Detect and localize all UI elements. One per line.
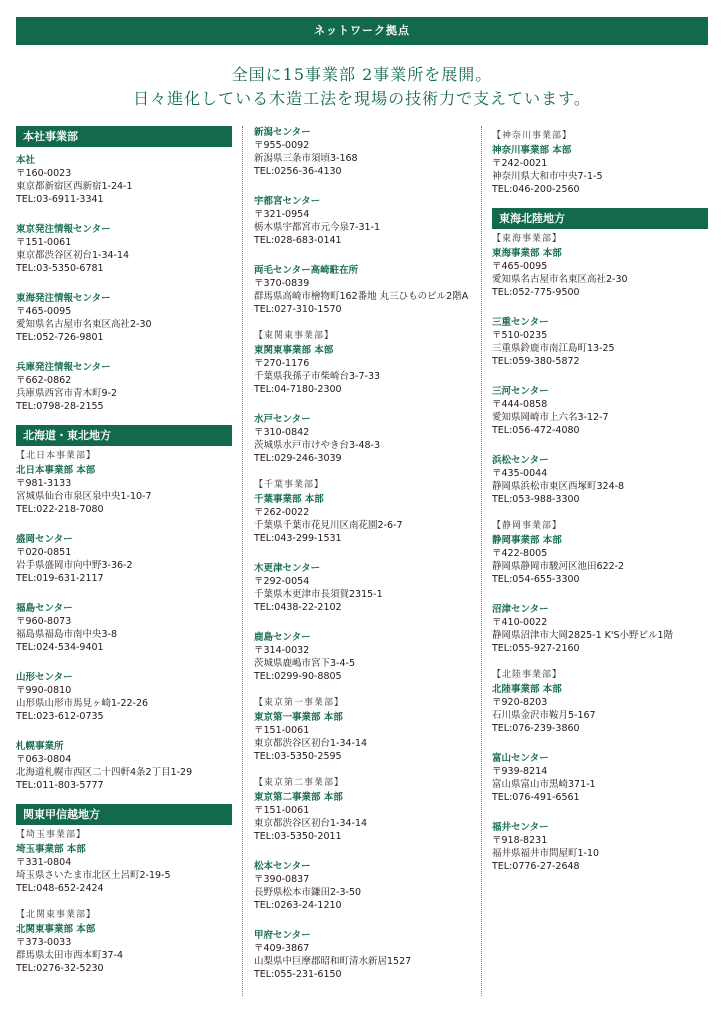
office-entry [492,821,708,873]
office-address: 愛知県岡崎市上六名3-12-7 [492,412,609,423]
office-entry [254,631,476,683]
office-name: 北陸事業部 本部 [492,684,562,695]
office-phone: TEL:028-683-0141 [254,235,342,246]
office-address: 東京都渋谷区初台1-34-14 [254,738,368,749]
office-entry [254,126,476,178]
office-entry [16,292,232,344]
office-address: 茨城県水戸市けやき台3-48-3 [254,440,381,451]
office-phone: TEL:023-612-0735 [16,711,104,722]
postal-code: 〒920-8203 [492,697,548,708]
division-label: 【北日本事業部】 [16,451,97,461]
office-entry [254,195,476,247]
lead-text-line1: 全国に15事業部 2事業所を展開。 [231,65,493,84]
office-entry [492,534,708,586]
postal-code: 〒370-0839 [254,278,310,289]
office-phone: TEL:0438-22-2102 [254,602,342,613]
office-address: 愛知県名古屋市名東区高社2-30 [16,319,152,330]
postal-code: 〒314-0032 [254,645,310,656]
postal-code: 〒160-0023 [16,168,72,179]
office-phone: TEL:054-655-3300 [492,574,580,585]
office-address: 宮城県仙台市泉区泉中央1-10-7 [16,491,152,502]
postal-code: 〒960-8073 [16,616,72,627]
office-phone: TEL:052-726-9801 [16,332,104,343]
postal-code: 〒409-3867 [254,943,310,954]
office-entry [254,264,476,316]
division-label: 【東海事業部】 [492,234,563,244]
postal-code: 〒373-0033 [16,937,72,948]
office-phone: TEL:0256-36-4130 [254,166,342,177]
postal-code: 〒151-0061 [16,237,72,248]
office-entry [16,464,232,516]
office-phone: TEL:053-988-3300 [492,494,580,505]
postal-code: 〒465-0095 [492,261,548,272]
postal-code: 〒662-0862 [16,375,72,386]
office-phone: TEL:0263-24-1210 [254,900,342,911]
postal-code: 〒955-0092 [254,140,310,151]
office-name: 東海発注情報センター [16,293,111,304]
office-phone: TEL:0276-32-5230 [16,963,104,974]
office-entry [16,154,232,206]
office-address: 山梨県中巨摩郡昭和町清水新居1527 [254,956,412,967]
division-label: 【静岡事業部】 [492,521,563,531]
office-address: 福井県福井市問屋町1-10 [492,848,600,859]
office-name: 山形センター [16,672,73,683]
office-phone: TEL:055-927-2160 [492,643,580,654]
office-address: 千葉県木更津市長須賀2315-1 [254,589,383,600]
office-entry [492,316,708,368]
postal-code: 〒151-0061 [254,805,310,816]
office-phone: TEL:0776-27-2648 [492,861,580,872]
office-entry [254,791,476,843]
office-phone: TEL:03-6911-3341 [16,194,104,205]
office-entry [16,361,232,413]
office-entry [254,711,476,763]
office-address: 福島県福島市南中央3-8 [16,629,118,640]
office-address: 富山県富山市黒崎371-1 [492,779,596,790]
office-phone: TEL:052-775-9500 [492,287,580,298]
office-address: 北海道札幌市西区二十四軒4条2丁目1-29 [16,767,193,778]
region-header: 東海北陸地方 [492,208,708,229]
office-name: 千葉事業部 本部 [254,494,324,505]
office-column-3 [492,126,708,873]
office-address: 静岡県静岡市駿河区池田622-2 [492,561,625,572]
office-name: 北関東事業部 本部 [16,924,96,935]
office-address: 岩手県盛岡市向中野3-36-2 [16,560,133,571]
postal-code: 〒063-0804 [16,754,72,765]
office-address: 東京都渋谷区初台1-34-14 [16,250,130,261]
office-phone: TEL:043-299-1531 [254,533,342,544]
office-name: 福井センター [492,822,549,833]
office-address: 栃木県宇都宮市元今泉7-31-1 [254,222,381,233]
office-name: 水戸センター [254,414,311,425]
postal-code: 〒270-1176 [254,358,310,369]
office-name: 盛岡センター [16,534,73,545]
postal-code: 〒020-0851 [16,547,72,558]
office-entry [254,493,476,545]
postal-code: 〒321-0954 [254,209,310,220]
office-address: 埼玉県さいたま市北区土呂町2-19-5 [16,870,171,881]
office-address: 長野県松本市鎌田2-3-50 [254,887,362,898]
office-name: 東京第一事業部 本部 [254,712,343,723]
region-header: 北海道・東北地方 [16,425,232,446]
office-address: 山形県山形市馬見ヶ崎1-22-26 [16,698,149,709]
office-address: 茨城県鹿嶋市宮下3-4-5 [254,658,355,669]
office-phone: TEL:03-5350-6781 [16,263,104,274]
office-entry [16,602,232,654]
office-entry [16,671,232,723]
office-entry [254,929,476,981]
office-name: 札幌事業所 [16,741,64,752]
lead-text-line2: 日々進化している木造工法を現場の技術力で支えています。 [133,89,591,108]
office-name: 沼津センター [492,604,549,615]
office-name: 静岡事業部 本部 [492,535,562,546]
postal-code: 〒465-0095 [16,306,72,317]
office-name: 神奈川事業部 本部 [492,145,572,156]
office-entry [492,454,708,506]
office-phone: TEL:03-5350-2595 [254,751,342,762]
office-phone: TEL:046-200-2560 [492,184,580,195]
office-phone: TEL:0299-90-8805 [254,671,342,682]
office-name: 木更津センター [254,563,321,574]
office-address: 兵庫県西宮市青木町9-2 [16,388,118,399]
office-entry [254,860,476,912]
division-label: 【東京第一事業部】 [254,698,345,708]
office-address: 石川県金沢市鞍月5-167 [492,710,596,721]
office-column-2 [254,126,476,981]
office-name: 宇都宮センター [254,196,321,207]
office-entry [492,603,708,655]
office-entry [492,683,708,735]
office-phone: TEL:0798-28-2155 [16,401,104,412]
postal-code: 〒990-0810 [16,685,72,696]
office-address: 千葉県我孫子市柴崎台3-7-33 [254,371,381,382]
postal-code: 〒435-0044 [492,468,548,479]
office-phone: TEL:076-239-3860 [492,723,580,734]
office-phone: TEL:048-652-2424 [16,883,104,894]
office-name: 埼玉事業部 本部 [16,844,86,855]
postal-code: 〒444-0858 [492,399,548,410]
office-entry [492,385,708,437]
office-name: 東海事業部 本部 [492,248,562,259]
office-name: 浜松センター [492,455,549,466]
postal-code: 〒292-0054 [254,576,310,587]
office-name: 両毛センター高崎駐在所 [254,265,359,276]
region-header: 関東甲信越地方 [16,804,232,825]
office-address: 東京都新宿区西新宿1-24-1 [16,181,133,192]
office-name: 東京第二事業部 本部 [254,792,343,803]
office-address: 神奈川県大和市中央7-1-5 [492,171,603,182]
office-name: 三重センター [492,317,549,328]
office-entry [16,223,232,275]
office-phone: TEL:04-7180-2300 [254,384,342,395]
office-name: 甲府センター [254,930,311,941]
office-address: 新潟県三条市須頃3-168 [254,153,358,164]
postal-code: 〒331-0804 [16,857,72,868]
division-label: 【北陸事業部】 [492,670,563,680]
office-entry [254,562,476,614]
postal-code: 〒151-0061 [254,725,310,736]
postal-code: 〒262-0022 [254,507,310,518]
office-name: 東関東事業部 本部 [254,345,334,356]
office-phone: TEL:03-5350-2011 [254,831,342,842]
postal-code: 〒510-0235 [492,330,548,341]
office-name: 福島センター [16,603,73,614]
office-phone: TEL:056-472-4080 [492,425,580,436]
office-phone: TEL:076-491-6561 [492,792,580,803]
office-address: 東京都渋谷区初台1-34-14 [254,818,368,829]
postal-code: 〒918-8231 [492,835,548,846]
division-label: 【北関東事業部】 [16,910,97,920]
office-name: 富山センター [492,753,549,764]
office-name: 三河センター [492,386,549,397]
office-name: 鹿島センター [254,632,311,643]
office-entry [16,923,232,975]
office-phone: TEL:019-631-2117 [16,573,104,584]
office-address: 千葉県千葉市花見川区南花園2-6-7 [254,520,403,531]
office-address: 群馬県高崎市檜物町162番地 丸三ひものビル2階A [254,291,469,302]
office-phone: TEL:011-803-5777 [16,780,104,791]
office-entry [492,247,708,299]
division-label: 【神奈川事業部】 [492,131,573,141]
postal-code: 〒981-3133 [16,478,72,489]
office-name: 兵庫発注情報センター [16,362,111,373]
office-phone: TEL:029-246-3039 [254,453,342,464]
postal-code: 〒939-8214 [492,766,548,777]
office-address: 群馬県太田市西本町37-4 [16,950,124,961]
office-entry [492,144,708,196]
office-address: 愛知県名古屋市名東区高社2-30 [492,274,628,285]
office-entry [254,344,476,396]
division-label: 【埼玉事業部】 [16,830,87,840]
office-entry [492,752,708,804]
office-entry [254,413,476,465]
division-label: 【東関東事業部】 [254,331,335,341]
page-title-banner: ネットワーク拠点 [16,17,708,45]
region-header: 本社事業部 [16,126,232,147]
office-name: 新潟センター [254,127,311,138]
column-divider [242,126,243,996]
office-phone: TEL:055-231-6150 [254,969,342,980]
office-phone: TEL:022-218-7080 [16,504,104,515]
office-name: 松本センター [254,861,311,872]
office-name: 東京発注情報センター [16,224,111,235]
office-address: 静岡県浜松市東区西塚町324-8 [492,481,625,492]
office-phone: TEL:059-380-5872 [492,356,580,367]
postal-code: 〒390-0837 [254,874,310,885]
office-name: 北日本事業部 本部 [16,465,96,476]
postal-code: 〒242-0021 [492,158,548,169]
postal-code: 〒410-0022 [492,617,548,628]
postal-code: 〒310-0842 [254,427,310,438]
division-label: 【東京第二事業部】 [254,778,345,788]
office-address: 三重県鈴鹿市南江島町13-25 [492,343,615,354]
office-entry [16,843,232,895]
office-phone: TEL:027-310-1570 [254,304,342,315]
office-address: 静岡県沼津市大岡2825-1 K'S小野ビル1階 [492,630,674,641]
office-entry [16,533,232,585]
office-phone: TEL:024-534-9401 [16,642,104,653]
office-column-1 [16,126,232,975]
division-label: 【千葉事業部】 [254,480,325,490]
office-entry [16,740,232,792]
column-divider [481,126,482,996]
postal-code: 〒422-8005 [492,548,548,559]
office-name: 本社 [16,155,36,166]
